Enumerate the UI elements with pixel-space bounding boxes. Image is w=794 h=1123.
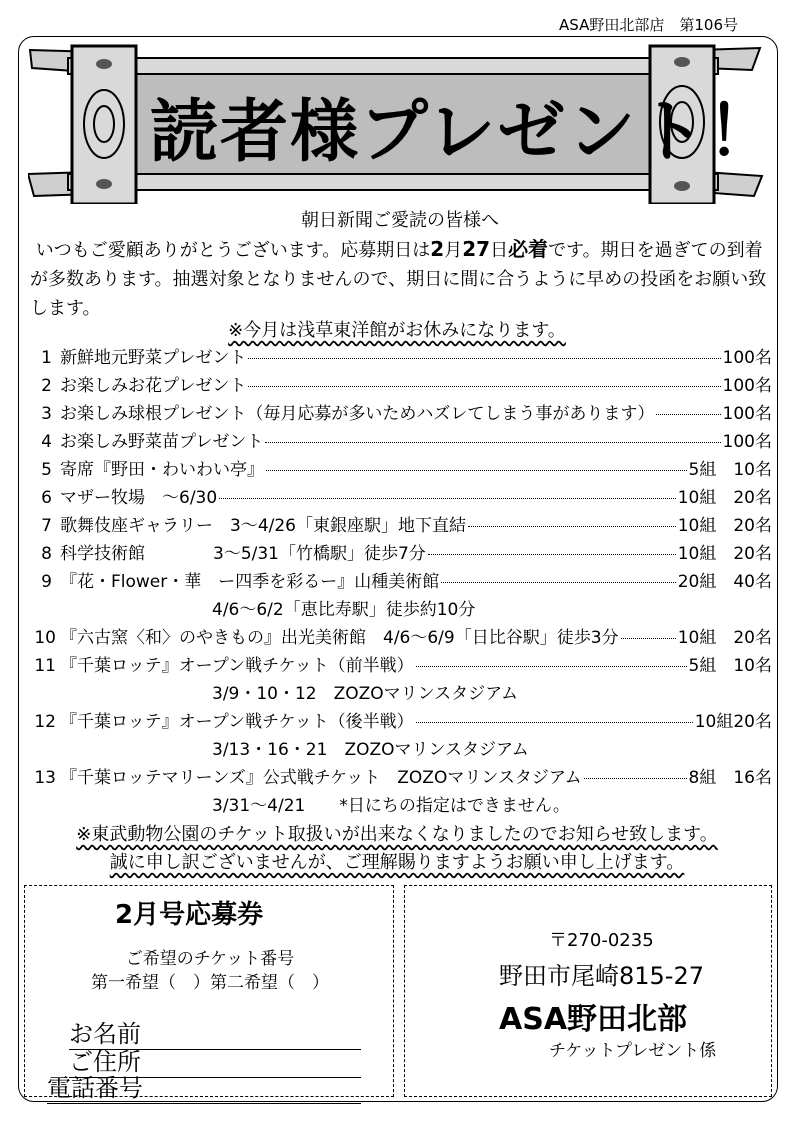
prize-number: 5 — [41, 460, 52, 480]
intro-text-2: です。期日を過ぎての到着が多数あります。抽選対象となりませんので、期日に間に合うように早めの投函をお願い致します。 — [30, 240, 767, 319]
entry-coupon — [24, 885, 394, 1102]
leader-dots — [219, 498, 676, 499]
leader-dots — [468, 526, 676, 527]
prize-quantity: 100名 — [722, 348, 772, 368]
prize-row — [30, 511, 772, 539]
prize-quantity: 100名 — [722, 432, 772, 452]
prize-row — [30, 371, 772, 399]
leader-dots — [441, 582, 675, 583]
postal-code: 〒270-0235 — [549, 930, 654, 951]
leader-dots — [266, 470, 687, 471]
prize-quantity: 5組 10名 — [688, 460, 772, 480]
intro-block — [30, 206, 770, 323]
leader-dots — [428, 554, 676, 555]
prize-quantity: 20組 40名 — [677, 572, 772, 592]
prize-quantity: 10組20名 — [694, 712, 772, 732]
prize-title: お楽しみお花プレゼント — [60, 376, 247, 396]
prize-subline: 3/13・16・21 ZOZOマリンスタジアム — [212, 740, 529, 760]
leader-dots — [656, 414, 720, 415]
prize-title: 科学技術館 3～5/31「竹橋駅」徒歩7分 — [60, 544, 426, 564]
prize-row — [30, 399, 772, 427]
prize-row — [30, 623, 772, 651]
ticket-label: ご希望のチケット番号 — [125, 949, 295, 969]
prize-quantity: 10組 20名 — [677, 544, 772, 564]
wish-line: 第一希望（ ）第二希望（ ） — [91, 973, 329, 993]
address-label: ご住所 — [69, 1048, 141, 1076]
prize-title: お楽しみ球根プレゼント（毎月応募が多いためハズレてしまう事があります） — [60, 404, 655, 424]
prize-title: 歌舞伎座ギャラリー 3～4/26「東銀座駅」地下直結 — [60, 516, 466, 536]
prize-number: 2 — [41, 376, 52, 396]
leader-dots — [584, 778, 687, 779]
prize-number: 11 — [34, 656, 56, 676]
prize-title: 『千葉ロッテマリーンズ』公式戦チケット ZOZOマリンスタジアム — [60, 768, 582, 788]
prize-number: 6 — [41, 488, 52, 508]
leader-dots — [416, 722, 693, 723]
prize-number: 10 — [34, 628, 56, 648]
prize-title: 『千葉ロッテ』オープン戦チケット（後半戦） — [60, 712, 414, 732]
leader-dots — [265, 442, 720, 443]
prize-quantity: 10組 20名 — [677, 628, 772, 648]
footer-notice-text: ※東武動物公園のチケット取扱いが出来なくなりましたのでお知らせ致します。 — [76, 824, 718, 845]
footer-notice-text: 誠に申し訳ございませんが、ご理解賜りますようお願い申し上げます。 — [109, 852, 685, 873]
leader-dots — [416, 666, 687, 667]
prize-row — [30, 707, 772, 735]
phone-field[interactable] — [47, 1068, 361, 1104]
name-label: お名前 — [69, 1020, 141, 1048]
monthly-notice: ※今月は浅草東洋館がお休みになります。 — [228, 320, 566, 341]
prize-row — [30, 455, 772, 483]
prize-number: 13 — [34, 768, 56, 788]
prize-row — [30, 343, 772, 371]
prize-row — [30, 763, 772, 791]
prize-subline: 3/31～4/21 *日にちの指定はできません。 — [212, 796, 570, 816]
prize-row — [30, 567, 772, 595]
shop-name: ASA野田北部 — [499, 1002, 688, 1037]
prize-title: 『千葉ロッテ』オープン戦チケット（前半戦） — [60, 656, 414, 676]
prize-title: 寄席『野田・わいわい亭』 — [60, 460, 264, 480]
deadline-day: 27 — [462, 237, 491, 261]
deadline-month-suffix: 月 — [444, 240, 463, 261]
leader-dots — [248, 386, 720, 387]
prize-quantity: 100名 — [722, 404, 772, 424]
prize-subline: 4/6～6/2「恵比寿駅」徒歩約10分 — [212, 600, 476, 620]
prize-number: 1 — [41, 348, 52, 368]
prize-title: お楽しみ野菜苗プレゼント — [60, 432, 264, 452]
prize-quantity: 10組 20名 — [677, 516, 772, 536]
prize-title: マザー牧場 ～6/30 — [60, 488, 218, 508]
prize-number: 4 — [41, 432, 52, 452]
prize-quantity: 10組 20名 — [677, 488, 772, 508]
prize-row — [30, 539, 772, 567]
deadline-month: 2 — [430, 237, 445, 261]
issue-header: ASA野田北部店 第106号 — [559, 16, 738, 34]
prize-number: 12 — [34, 712, 56, 732]
footer-notice-1 — [0, 820, 794, 846]
intro-text-1: いつもご愛顧ありがとうございます。応募期日は — [35, 240, 431, 261]
prize-row — [30, 483, 772, 511]
greeting: 朝日新聞ご愛読の皆様へ — [301, 210, 499, 231]
page-title: 読者様プレゼント！ — [150, 93, 778, 172]
deadline-must: 必着 — [508, 237, 549, 261]
leader-dots — [621, 638, 676, 639]
prize-number: 9 — [41, 572, 52, 592]
prize-row — [30, 427, 772, 455]
prize-quantity: 100名 — [722, 376, 772, 396]
prize-title: 『花・Flower・華 ー四季を彩るー』山種美術館 — [60, 572, 440, 592]
city-address: 野田市尾崎815-27 — [499, 962, 705, 990]
prize-quantity: 8組 16名 — [688, 768, 772, 788]
coupon-title: 2月号応募券 — [115, 900, 264, 930]
prize-number: 8 — [41, 544, 52, 564]
intro-paragraph — [30, 235, 770, 323]
deadline-day-suffix: 日 — [490, 240, 509, 261]
prize-title: 『六古窯〈和〉のやきもの』出光美術館 4/6～6/9「日比谷駅」徒歩3分 — [60, 628, 619, 648]
leader-dots — [248, 358, 720, 359]
mailing-address-box — [404, 885, 772, 1097]
prize-subline: 3/9・10・12 ZOZOマリンスタジアム — [212, 684, 518, 704]
prize-title: 新鮮地元野菜プレゼント — [60, 348, 247, 368]
prize-row — [30, 651, 772, 679]
phone-label: 電話番号 — [47, 1074, 143, 1102]
prize-quantity: 5組 10名 — [688, 656, 772, 676]
prize-number: 7 — [41, 516, 52, 536]
prize-number: 3 — [41, 404, 52, 424]
prize-list — [30, 343, 772, 819]
department: チケットプレゼント係 — [549, 1041, 717, 1061]
footer-notice-2 — [0, 848, 794, 874]
